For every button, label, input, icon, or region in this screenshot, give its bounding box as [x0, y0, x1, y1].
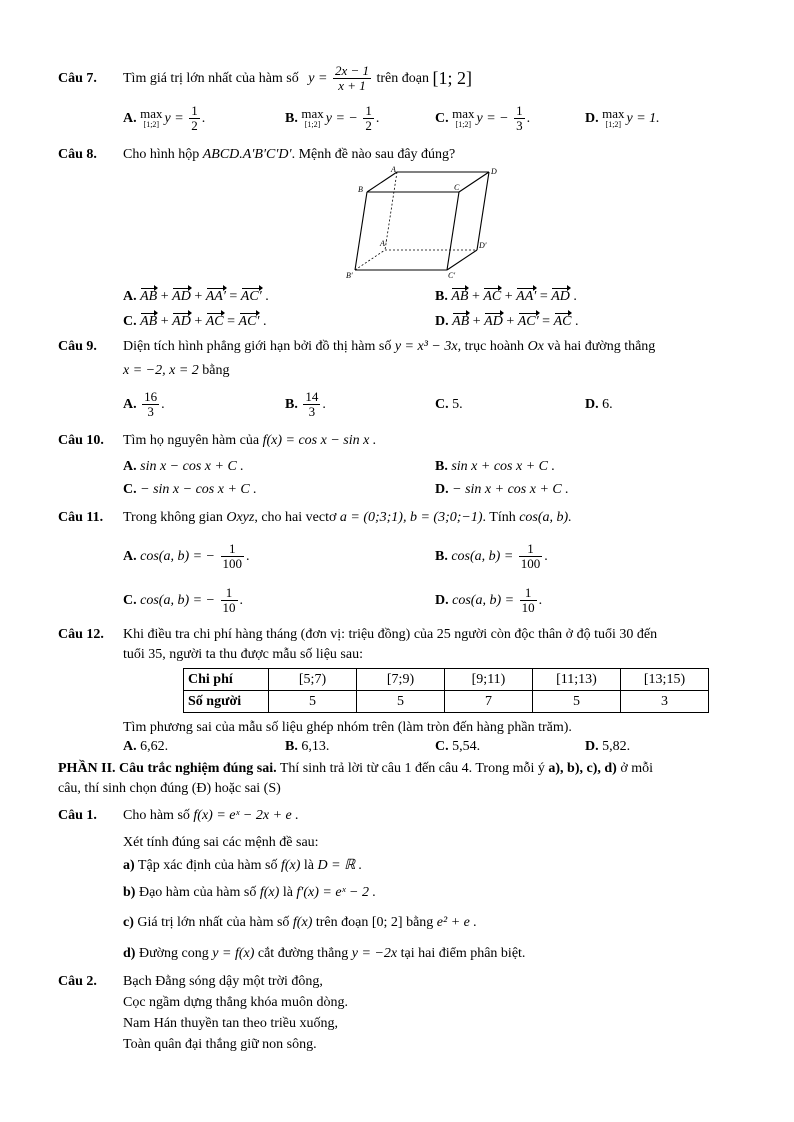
max-sub: [1;2]	[143, 119, 160, 129]
option-label: B.	[435, 459, 448, 474]
vertex-A1: A′	[380, 239, 387, 248]
question-8	[58, 146, 97, 164]
p2q1-stem-text: Cho hàm số	[123, 808, 190, 823]
p2q1-label: Câu 1.	[58, 808, 97, 823]
item-math: f(x)	[292, 915, 313, 930]
q11-option-c[interactable]	[123, 584, 243, 618]
part2-text-a: Thí sinh trả lời từ câu 1 đến câu 4. Trong mỗi ý	[279, 761, 545, 776]
option-den: 3	[147, 404, 154, 420]
q10-option-c[interactable]	[123, 481, 257, 499]
item-text: Đường cong	[138, 946, 209, 961]
max-sub: [1;2]	[455, 119, 472, 129]
q9-option-c[interactable]	[435, 396, 463, 414]
max-text: max	[452, 105, 475, 121]
item-text2: là	[282, 885, 293, 900]
item-text3: bằng	[406, 915, 434, 930]
option-den: 2	[191, 118, 198, 134]
option-label: C.	[435, 397, 449, 412]
q12-line1: Khi điều tra chi phí hàng tháng (đơn vị: triệu đồng) của 25 người còn độc thân ở độ tuổi 30 đến	[123, 627, 658, 642]
q11-stem-c: . Tính	[482, 510, 516, 525]
poem-line: Nam Hán thuyền tan theo triều xuống,	[123, 1016, 339, 1031]
item-label: d)	[123, 946, 136, 961]
max-sub: [1;2]	[304, 119, 321, 129]
option-num: 16	[144, 389, 158, 405]
option-text: sin x + cos x + C .	[451, 459, 556, 474]
table-header: Chi phí	[184, 669, 269, 691]
p2-question-2	[58, 973, 97, 991]
vector: AC′	[517, 314, 539, 329]
q9-label: Câu 9.	[58, 339, 97, 354]
item-text3: tại hai điểm phân biệt.	[400, 946, 526, 961]
q9-lines: x = −2, x = 2	[123, 363, 199, 378]
option-num: 1	[519, 542, 543, 557]
option-label: C.	[123, 593, 137, 608]
vector: AD	[551, 289, 570, 304]
option-cos: cos(a, b) = −	[140, 549, 216, 564]
q11-stem-b: , cho hai vectơ	[254, 510, 337, 525]
p2q1-item-b[interactable]	[123, 884, 376, 902]
item-math: y = f(x)	[212, 946, 255, 961]
poem-line: Toàn quân đại thắng giữ non sông.	[123, 1037, 317, 1052]
max-text: max	[301, 105, 324, 121]
p2q1-item-c[interactable]	[123, 914, 477, 932]
vector: AD	[172, 289, 191, 304]
p2-question-1	[58, 807, 97, 825]
q8-stem	[123, 146, 455, 164]
q11-label: Câu 11.	[58, 510, 104, 525]
option-text: sin x − cos x + C .	[140, 459, 244, 474]
table-cell: [13;15)	[621, 669, 709, 691]
q12-option-a[interactable]	[123, 738, 168, 756]
table-cell: [9;11)	[445, 669, 533, 691]
q11-stem	[123, 509, 572, 527]
option-tail: .	[161, 397, 165, 412]
p2q1-item-d[interactable]	[123, 945, 525, 963]
part2-header	[58, 760, 653, 778]
q10-option-a[interactable]	[123, 458, 244, 476]
option-cos: cos(a, b) =	[451, 549, 514, 564]
vertex-C1: C′	[448, 271, 456, 280]
q9-axis: Ox	[527, 339, 544, 354]
option-den: 2	[365, 118, 372, 134]
option-tail: .	[526, 111, 531, 126]
vertex-D1: D′	[479, 241, 487, 250]
table-row	[184, 691, 709, 713]
q9-stem-a: Diện tích hình phẳng giới hạn bởi đồ thị hàm số	[123, 339, 392, 354]
option-text: 5,54.	[452, 739, 481, 754]
option-cos: cos(a, b) =	[452, 593, 515, 608]
item-text2: là	[303, 858, 315, 873]
q11-option-d[interactable]	[435, 584, 542, 618]
q11-option-b[interactable]	[435, 540, 548, 574]
q8-option-b[interactable]: B. AB + AC + AA′ = AD .	[435, 289, 577, 304]
table-cell: 3	[621, 691, 709, 713]
option-label: A.	[123, 459, 137, 474]
q10-stem	[123, 432, 376, 450]
poem-line: Bạch Đằng sóng dậy một trời đông,	[123, 974, 323, 989]
option-num: 1	[520, 586, 537, 601]
item-text: Đạo hàm của hàm số	[138, 885, 257, 900]
q7-option-b[interactable]	[285, 104, 379, 134]
q12-line2: tuổi 35, người ta thu được mẫu số liệu sau:	[123, 647, 363, 662]
max-text: max	[140, 105, 163, 121]
table-header: Số người	[184, 691, 269, 713]
q7-stem-a: Tìm giá trị lớn nhất của hàm số	[123, 71, 299, 86]
q7-fraction	[333, 64, 371, 93]
item-text: Tập xác định của hàm số	[137, 858, 278, 873]
option-num: 1	[221, 542, 245, 557]
p2q1-item-a[interactable]	[123, 857, 362, 875]
q11-vectors: a = (0;3;1), b = (3;0;−1)	[339, 510, 483, 525]
option-label: B.	[285, 397, 298, 412]
q11-target: cos(a, b).	[519, 510, 572, 525]
option-tail: .	[201, 111, 206, 126]
max-sub: [1;2]	[605, 119, 622, 129]
option-label: A.	[123, 111, 137, 126]
p2q2-label: Câu 2.	[58, 974, 97, 989]
question-9	[58, 338, 97, 356]
option-label: B.	[435, 289, 448, 304]
q9-stem-d: bằng	[202, 363, 230, 378]
q7-num: 2x − 1	[334, 63, 369, 79]
q12-option-d[interactable]	[585, 738, 630, 756]
item-text: Giá trị lớn nhất của hàm số	[137, 915, 290, 930]
option-tail: .	[246, 549, 250, 564]
option-tail: .	[544, 549, 548, 564]
option-expr: y = −	[325, 111, 358, 126]
vector: AC	[553, 314, 572, 329]
parallelepiped-figure	[340, 164, 510, 282]
vector: AB	[451, 289, 469, 304]
option-text: 5.	[452, 397, 463, 412]
vector: AB	[140, 314, 158, 329]
vector: AC	[483, 289, 502, 304]
item-math3: e² + e .	[436, 915, 477, 930]
vertex-B1: B′	[346, 271, 353, 280]
item-label: a)	[123, 858, 135, 873]
q7-interval: [1; 2]	[432, 68, 472, 88]
max-text: max	[602, 105, 625, 121]
option-den: 3	[516, 118, 523, 134]
table-cell: [7;9)	[357, 669, 445, 691]
option-expr: y = 1.	[626, 111, 660, 126]
q7-y: y =	[308, 71, 328, 86]
table-cell: 5	[533, 691, 621, 713]
option-expr: y =	[164, 111, 184, 126]
item-math2: [0; 2]	[371, 915, 403, 930]
vector: AC′	[238, 314, 260, 329]
q8-option-a[interactable]: A. AB + AD + AA′ = AC′ .	[123, 289, 269, 304]
option-label: D.	[585, 111, 599, 126]
q7-stem	[123, 60, 472, 97]
q9-option-a[interactable]	[123, 388, 165, 422]
q12-label: Câu 12.	[58, 627, 104, 642]
q7-option-d[interactable]	[585, 104, 660, 134]
option-text: − sin x − cos x + C .	[140, 482, 257, 497]
option-label: D.	[585, 397, 599, 412]
option-label: D.	[435, 314, 449, 329]
q8-stem-b: . Mệnh đề nào sau đây đúng?	[291, 147, 456, 162]
q8-option-d[interactable]: D. AB + AD + AC′ = AC .	[435, 314, 579, 329]
q8-stem-a: Cho hình hộp	[123, 147, 200, 162]
option-num: 1	[365, 103, 372, 119]
option-num: 1	[191, 103, 198, 119]
option-den: 100	[222, 556, 243, 572]
q8-label: Câu 8.	[58, 147, 97, 162]
option-den: 100	[520, 556, 541, 572]
poem-line: Cọc ngầm dựng thẳng khóa muôn dòng.	[123, 995, 348, 1010]
q12-option-c[interactable]	[435, 738, 480, 756]
table-cell: 5	[357, 691, 445, 713]
q10-stem-text: Tìm họ nguyên hàm của	[123, 433, 260, 448]
vector: AC	[205, 314, 224, 329]
option-tail: .	[375, 111, 380, 126]
option-label: A.	[123, 549, 137, 564]
option-num: 14	[305, 389, 319, 405]
q7-stem-b: trên đoạn	[376, 71, 429, 86]
p2q1-stem	[123, 807, 299, 825]
q11-space: Oxyz	[226, 510, 255, 525]
table-cell: [5;7)	[269, 669, 357, 691]
option-label: A.	[123, 289, 137, 304]
q9-stem-line1	[123, 338, 655, 356]
table-cell: [11;13)	[533, 669, 621, 691]
part2-items: a), b), c), d)	[548, 761, 617, 776]
table-cell: 5	[269, 691, 357, 713]
vertex-B: B	[358, 185, 363, 194]
question-10	[58, 432, 104, 450]
part2-text-b: ở mỗi	[620, 761, 653, 776]
option-label: B.	[285, 111, 298, 126]
option-num: 1	[516, 103, 523, 119]
q10-option-d[interactable]	[435, 481, 569, 499]
item-math2: D = ℝ .	[317, 858, 363, 873]
option-den: 3	[308, 404, 316, 420]
q9-option-b[interactable]	[285, 388, 326, 422]
option-tail: .	[239, 593, 244, 608]
part2-line2: câu, thí sinh chọn đúng (Đ) hoặc sai (S)	[58, 781, 281, 796]
q11-option-a[interactable]	[123, 540, 250, 574]
table-cell: 7	[445, 691, 533, 713]
q8-box-name: ABCD.A′B′C′D′	[202, 147, 292, 162]
option-label: B.	[435, 549, 448, 564]
data-table	[183, 668, 709, 713]
vector: AA′	[205, 289, 226, 304]
vertex-D: D	[491, 167, 497, 176]
vector: AD	[172, 314, 191, 329]
vector: AC′	[240, 289, 262, 304]
q9-stem-line2	[123, 362, 230, 380]
item-label: b)	[123, 885, 136, 900]
vertex-C: C	[454, 183, 460, 192]
item-math: f(x)	[259, 885, 280, 900]
p2q1-func: f(x) = eˣ − 2x + e .	[193, 808, 299, 823]
option-label: D.	[435, 482, 449, 497]
option-label: C.	[123, 314, 137, 329]
q10-label: Câu 10.	[58, 433, 104, 448]
option-label: D.	[585, 739, 599, 754]
option-label: B.	[285, 739, 298, 754]
q9-stem-c: và hai đường thẳng	[547, 339, 656, 354]
q8-option-c[interactable]: C. AB + AD + AC = AC′ .	[123, 314, 267, 329]
vector: AB	[452, 314, 470, 329]
option-label: D.	[435, 593, 449, 608]
option-den: 10	[521, 600, 535, 616]
option-text: − sin x + cos x + C .	[452, 482, 569, 497]
q7-den: x + 1	[338, 78, 366, 94]
item-math2: f′(x) = eˣ − 2 .	[296, 885, 376, 900]
option-text: 5,82.	[602, 739, 631, 754]
part2-title: PHẦN II. Câu trắc nghiệm đúng sai.	[58, 761, 277, 776]
q7-option-a[interactable]	[123, 104, 205, 134]
option-text: 6,62.	[140, 739, 169, 754]
option-text: 6.	[602, 397, 613, 412]
vertex-A: A	[391, 165, 396, 174]
item-label: c)	[123, 915, 134, 930]
q10-func: f(x) = cos x − sin x .	[262, 433, 377, 448]
option-tail: .	[322, 397, 326, 412]
table-row	[184, 669, 709, 691]
question-7	[58, 70, 97, 88]
option-text: 6,13.	[301, 739, 330, 754]
item-math: f(x)	[280, 858, 301, 873]
q10-option-b[interactable]	[435, 458, 555, 476]
q9-stem-b: , trục hoành	[457, 339, 525, 354]
q11-stem-a: Trong không gian	[123, 510, 223, 525]
option-label: C.	[435, 111, 449, 126]
question-12	[58, 626, 104, 644]
p2q1-intro: Xét tính đúng sai các mệnh đề sau:	[123, 835, 319, 850]
question-11	[58, 509, 103, 527]
q12-option-b[interactable]	[285, 738, 329, 756]
option-tail: .	[538, 593, 543, 608]
option-label: A.	[123, 739, 137, 754]
vector: AA′	[516, 289, 537, 304]
q7-option-c[interactable]	[435, 104, 530, 134]
item-text2: trên đoạn	[315, 915, 369, 930]
option-label: C.	[123, 482, 137, 497]
item-text2: cắt đường thẳng	[257, 946, 349, 961]
option-den: 10	[222, 600, 236, 616]
vector: AB	[140, 289, 158, 304]
q7-label: Câu 7.	[58, 71, 97, 86]
q12-after: Tìm phương sai của mẫu số liệu ghép nhóm trên (làm tròn đến hàng phần trăm).	[123, 720, 572, 735]
q9-option-d[interactable]	[585, 396, 613, 414]
option-label: C.	[435, 739, 449, 754]
q9-func: y = x³ − 3x	[394, 339, 458, 354]
option-label: A.	[123, 397, 137, 412]
item-math2: y = −2x	[351, 946, 398, 961]
option-expr: y = −	[476, 111, 509, 126]
option-num: 1	[221, 586, 238, 601]
vector: AD	[484, 314, 503, 329]
option-cos: cos(a, b) = −	[140, 593, 216, 608]
